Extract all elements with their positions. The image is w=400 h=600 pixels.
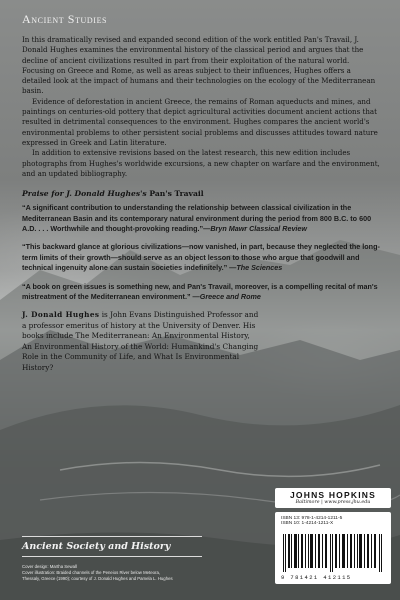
author-name: J. Donald Hughes [22, 310, 100, 320]
author-bio [22, 310, 262, 373]
quote-text: “This backward glance at glorious civilizations—now vanished, in part, because they neglected the long-term limits of their growth—should serve as an object lesson to those who argue that goodwill and technical ingenuity alone can sustain societies indefinitely.” — [22, 242, 380, 273]
review-quote [22, 203, 380, 234]
praise-heading-title: Pan's Travail [149, 189, 204, 199]
credit-line: Cover illustration: Braided channels of the Peneios River below Meteora, [22, 570, 161, 575]
series-title-top: Ancient Studies [22, 12, 108, 26]
publisher-site: Baltimore | www.press.jhu.edu [295, 500, 371, 505]
praise-heading-prefix: Praise for J. Donald Hughes's [22, 189, 150, 199]
quote-source: Bryn Mawr Classical Review [210, 223, 308, 233]
series-title-bottom: Ancient Society and History [22, 541, 171, 552]
quote-text: “A significant contribution to understanding the relationship between classical civilization in the Mediterranean Basin and its contemporary natural environment during the period from 800 B.C. to 600 A.D. . . . Worthwhile and thought-provoking reading.”— [22, 203, 372, 233]
praise-heading [22, 189, 380, 198]
quote-source: Greece and Rome [199, 292, 261, 301]
author-bio-text: is John Evans Distinguished Professor and a professor emeritus of history at the University of Denver. His books include The Mediterranean: An Environmental History, An Environmental History of the World: Humankind's Changing Role in the Community of Life, and What Is Environmental History? [22, 310, 259, 372]
quote-source: The Sciences [236, 263, 283, 273]
blurb-paragraph: Evidence of deforestation in ancient Greece, the remains of Roman aqueducts and mines, and paintings on centuries-old pottery that depict agricultural activities document ancient actions that resulted in detrimental consequences to the environment. Hughes compares the ancient world's environmental problems to other persistent social problems and discusses attitudes toward nature expressed in Greek and Latin literature. [22, 96, 378, 147]
book-description [22, 35, 380, 179]
publisher-logo [275, 488, 391, 508]
credit-line: Cover design: Martha Sewall [22, 564, 77, 569]
review-quote [22, 282, 380, 303]
divider-bottom [22, 556, 202, 557]
isbn-barcode-box [275, 512, 391, 584]
cover-text [22, 12, 380, 373]
publisher-name: JOHNS HOPKINS [290, 490, 376, 500]
quote-text: “A book on green issues is something new, and Pan's Travail, moreover, is a compelling recital of man's mistreatment of the Mediterranean environment.” — [22, 281, 378, 301]
barcode-number: 9 781421 412115 [281, 574, 352, 581]
credit-line: Thessaly, Greece (1990); courtesy of J. Donald Hughes and Pamela L. Hughes [22, 576, 173, 581]
isbn-13: ISBN 13: 978-1-4214-1211-5 [281, 516, 343, 521]
barcode-icon [281, 534, 385, 572]
blurb-paragraph: In this dramatically revised and expanded second edition of the work entitled Pan's Travail, J. Donald Hughes examines the environmental history of the classical period and argues that the decline of ancient civilizations resulted in part from their exploitation of the natural world. Focusing on Greece and Rome, as well as areas subject to their influences, Hughes offers a detailed look at the impact of humans and their technologies on the ecology of the Mediterranean basin. [22, 35, 376, 96]
isbn-10: ISBN 10: 1-4214-1211-X [281, 521, 334, 526]
blurb-paragraph: In addition to extensive revisions based on the latest research, this new edition includes photographs from Hughes's worldwide excursions, a new chapter on warfare and the environment, and an updated bibliography. [22, 148, 380, 178]
review-quote [22, 242, 380, 273]
cover-credits [22, 564, 242, 582]
